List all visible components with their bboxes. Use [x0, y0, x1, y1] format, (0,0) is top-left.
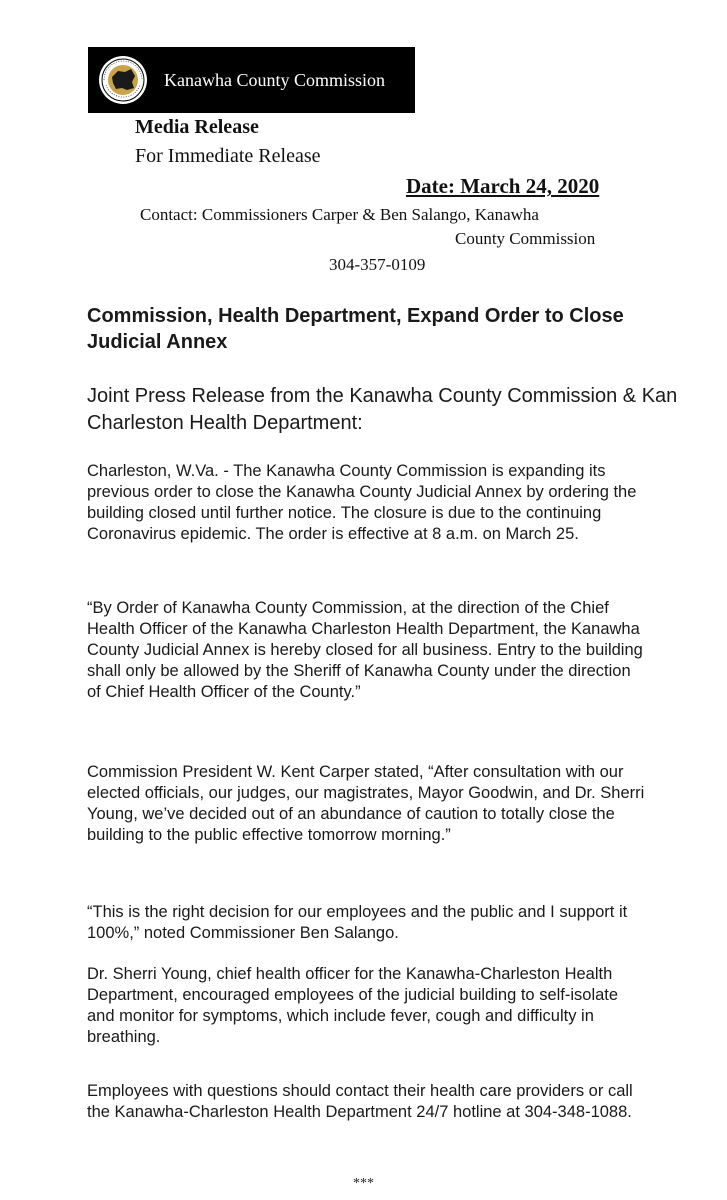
subheadline: Joint Press Release from the Kanawha County Commission & Kan Charleston Health Department:: [87, 385, 678, 434]
paragraph-salango-statement: “This is the right decision for our employees and the public and I support it 100%,” noted Commissioner Ben Salango.: [87, 903, 628, 942]
contact-line-2: County Commission: [455, 229, 596, 248]
county-seal-icon: [98, 55, 148, 105]
contact-phone: 304-357-0109: [329, 255, 426, 274]
paragraph-health-officer: Dr. Sherri Young, chief health officer for the Kanawha-Charleston Health Department, encouraged employees of the judicial building to self-isolate and monitor for symptoms, which include fever, cough and difficulty in breathing.: [87, 965, 619, 1046]
end-mark: ***: [353, 1176, 374, 1191]
media-release-label: Media Release: [135, 116, 259, 138]
header-banner: [88, 47, 415, 113]
release-date: Date: March 24, 2020: [406, 174, 600, 198]
paragraph-official-order: “By Order of Kanawha County Commission, at the direction of the Chief Health Officer of the Kanawha Charleston Health Department, the Kanawha County Judicial Annex is hereby closed for all business. Entry to the building shall only be allowed by the Sheriff of Kanawha County under the direction of Chief Health Officer of the County.”: [87, 599, 643, 701]
paragraph-hotline: Employees with questions should contact their health care providers or call the Kanawha-Charleston Health Department 24/7 hotline at 304-348-1088.: [87, 1082, 633, 1121]
headline: Commission, Health Department, Expand Order to Close Judicial Annex: [87, 305, 624, 353]
paragraph-closure-order: Charleston, W.Va. - The Kanawha County Commission is expanding its previous order to close the Kanawha County Judicial Annex by ordering the building closed until further notice. The closure is due to the continuing Coronavirus epidemic. The order is effective at 8 a.m. on March 25.: [87, 462, 637, 543]
immediate-release-label: For Immediate Release: [135, 145, 321, 167]
contact-line-1: Contact: Commissioners Carper & Ben Salango, Kanawha: [140, 205, 539, 224]
paragraph-carper-statement: Commission President W. Kent Carper stated, “After consultation with our elected officials, our judges, our magistrates, Mayor Goodwin, and Dr. Sherri Young, we’ve decided out of an abundance of caution to totally close the building to the public effective tomorrow morning.”: [87, 763, 645, 844]
organization-name: Kanawha County Commission: [164, 69, 385, 90]
